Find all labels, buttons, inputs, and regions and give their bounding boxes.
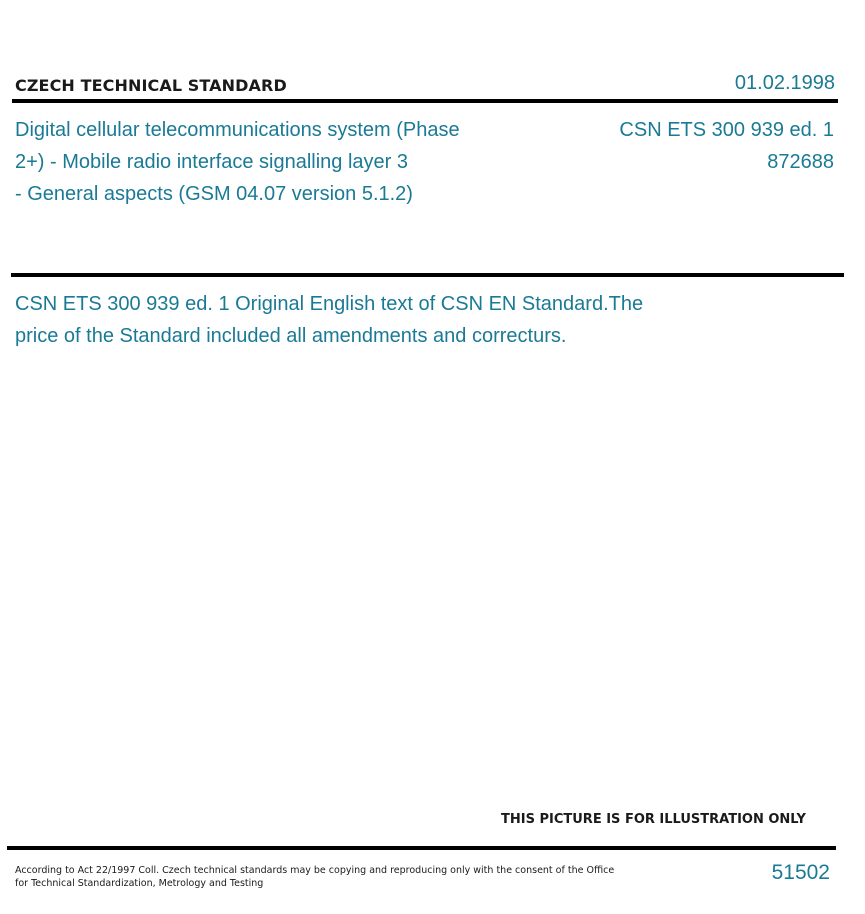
legal-notice-line: for Technical Standardization, Metrology and Testing (15, 878, 264, 889)
footer-divider (7, 846, 836, 850)
standard-designation: CSN ETS 300 939 ed. 1 (619, 119, 834, 141)
catalog-number: 872688 (767, 151, 834, 173)
standard-title-line: 2+) - Mobile radio interface signalling layer 3 (15, 151, 408, 173)
document-heading: CZECH TECHNICAL STANDARD (15, 76, 287, 95)
header-divider (12, 99, 838, 103)
legal-notice (15, 864, 615, 890)
publication-date: 01.02.1998 (734, 72, 835, 94)
standard-title-line: Digital cellular telecommunications system (Phase (15, 119, 460, 141)
standard-title (15, 114, 505, 210)
description-line: price of the Standard included all amendments and correcturs. (15, 325, 567, 347)
illustration-disclaimer: THIS PICTURE IS FOR ILLUSTRATION ONLY (501, 812, 806, 827)
legal-notice-line: According to Act 22/1997 Coll. Czech technical standards may be copying and reproducing only with the consent of the Office (15, 865, 615, 876)
document-code: 51502 (771, 861, 830, 884)
standard-title-line: - General aspects (GSM 04.07 version 5.1.2) (15, 183, 413, 205)
standard-description (15, 288, 715, 352)
standard-identifiers (619, 114, 834, 178)
section-divider (11, 273, 844, 277)
description-line: CSN ETS 300 939 ed. 1 Original English text of CSN EN Standard.The (15, 293, 644, 315)
